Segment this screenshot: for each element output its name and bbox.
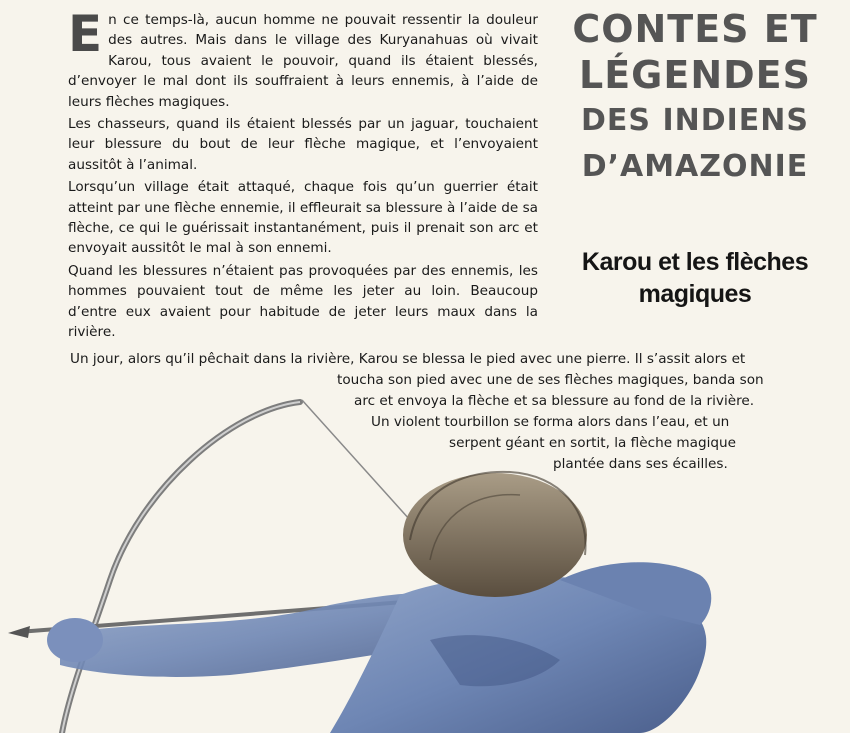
drop-cap: E <box>68 5 103 63</box>
bow <box>62 402 300 733</box>
story-line-3: arc et envoya la flèche et sa blessure au fond de la rivière. <box>354 393 755 409</box>
intro-paragraph-3: Lorsqu’un village était attaqué, chaque fois qu’un guerrier était atteint par une flèche ennemie, il effleurait sa blessure à l’aide de sa flèche, ce qui le guérissait instantanément, puis il prenait son arc et envoyait aussitôt le mal à son ennemi. <box>68 179 538 257</box>
intro-paragraph-2: Les chasseurs, quand ils étaient blessés par un jaguar, touchaient leur blessure du bout de leur flèche magique, et l’envoyaient aussitôt à l’animal. <box>68 116 538 173</box>
story-line-4: Un violent tourbillon se forma alors dans l’eau, et un <box>371 414 730 430</box>
story-line-2: toucha son pied avec une de ses flèches magiques, banda son <box>337 372 764 388</box>
story-title-line-2: magiques <box>638 280 752 308</box>
series-title-line-1: CONTES ET <box>572 7 818 51</box>
story-title <box>550 246 840 310</box>
story-title-line-1: Karou et les flèches <box>581 248 809 276</box>
series-title-line-3: DES INDIENS <box>581 103 809 138</box>
series-title <box>555 6 835 190</box>
story-line-6: plantée dans ses écailles. <box>553 456 728 472</box>
story-line-1: Un jour, alors qu’il pêchait dans la rivière, Karou se blessa le pied avec une pierre. Il s’assit alors et <box>70 351 746 367</box>
hand <box>47 618 103 662</box>
intro-paragraph-1: En ce temps-là, aucun homme ne pouvait ressentir la douleur des autres. Mais dans le village des Kuryanahuas où vivait Karou, tous avaient le pouvoir, quand ils étaient blessés, d’envoyer le mal dont ils souffraient à leurs ennemis, à l’aide de leurs flèches magiques. <box>68 5 538 110</box>
story-line-5: serpent géant en sortit, la flèche magique <box>449 435 736 451</box>
head-hair <box>403 473 587 597</box>
intro-text <box>68 5 538 345</box>
series-title-line-2: LÉGENDES <box>579 53 811 97</box>
series-title-line-4: D’AMAZONIE <box>581 149 809 184</box>
intro-paragraph-4: Quand les blessures n’étaient pas provoquées par des ennemis, les hommes pouvaient tout de même les jeter au loin. Beaucoup d’entre eux avaient pour habitude de jeter leurs maux dans la rivière. <box>68 262 538 341</box>
